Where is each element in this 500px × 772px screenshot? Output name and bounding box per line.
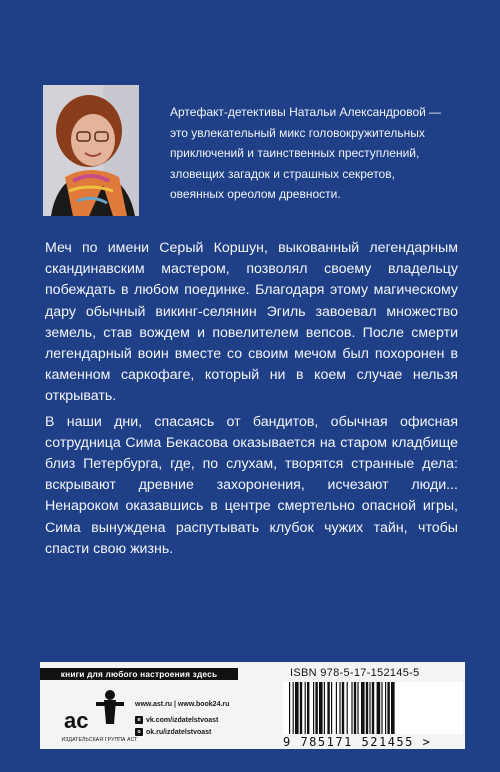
svg-text:ac: ac	[64, 708, 89, 733]
barcode-digits: 9 785171 521455 >	[283, 735, 432, 749]
barcode	[283, 682, 463, 734]
author-intro-line: овеянных ореолом древности.	[170, 187, 341, 201]
author-intro-line: это увлекательный микс головокружительных	[170, 125, 425, 140]
author-intro-line: приключений и таинственных преступлений,	[170, 146, 420, 160]
publisher-logo	[60, 688, 130, 734]
ok-icon: o	[135, 728, 143, 736]
author-intro-line: зловещих загадок и страшных секретов,	[170, 166, 395, 181]
slogan-banner: книги для любого настроения здесь	[40, 668, 238, 680]
vk-icon: в	[135, 716, 143, 724]
author-intro-line: Артефакт-детективы Натальи Александровой —	[170, 105, 442, 119]
description-paragraph: В наши дни, спасаясь от бандитов, обычная офисная сотрудница Сима Бекасова оказывается на старом кладбище близ Петербурга, где, по слухам, творятся странные дела: вскрывают древние захоронения, исчезают люди... Ненароком оказавшись в центре смертельно опасной игры, Сима вынуждена распутывать клубок чужих тайн, чтобы спасти свою жизнь.	[45, 413, 458, 557]
website-links[interactable]: www.ast.ru | www.book24.ru	[135, 701, 230, 708]
author-photo	[43, 85, 139, 216]
publisher-caption: ИЗДАТЕЛЬСКАЯ ГРУППА АСТ	[61, 737, 138, 743]
social-ok-text: ok.ru/izdatelstvoast	[146, 728, 212, 736]
social-vk-text: vk.com/izdatelstvoast	[146, 716, 219, 724]
description-paragraph: Меч по имени Серый Коршун, выкованный легендарным скандинавским мастером, позволял своему владельцу побеждать в любом поединке. Благодаря этому магическому дару обычный викинг-селянин Эгиль завоевал множество земель, став вождем и повелителем вепсов. После смерти легендарный воин вместе со своим мечом был похоронен в каменном саркофаге, который ни в коем случае нельзя открывать.	[45, 240, 458, 405]
social-ok[interactable]	[135, 728, 211, 736]
social-vk[interactable]	[135, 716, 218, 724]
book-description	[45, 238, 458, 564]
isbn-number: ISBN 978-5-17-152145-5	[290, 667, 420, 679]
author-intro	[170, 102, 470, 205]
